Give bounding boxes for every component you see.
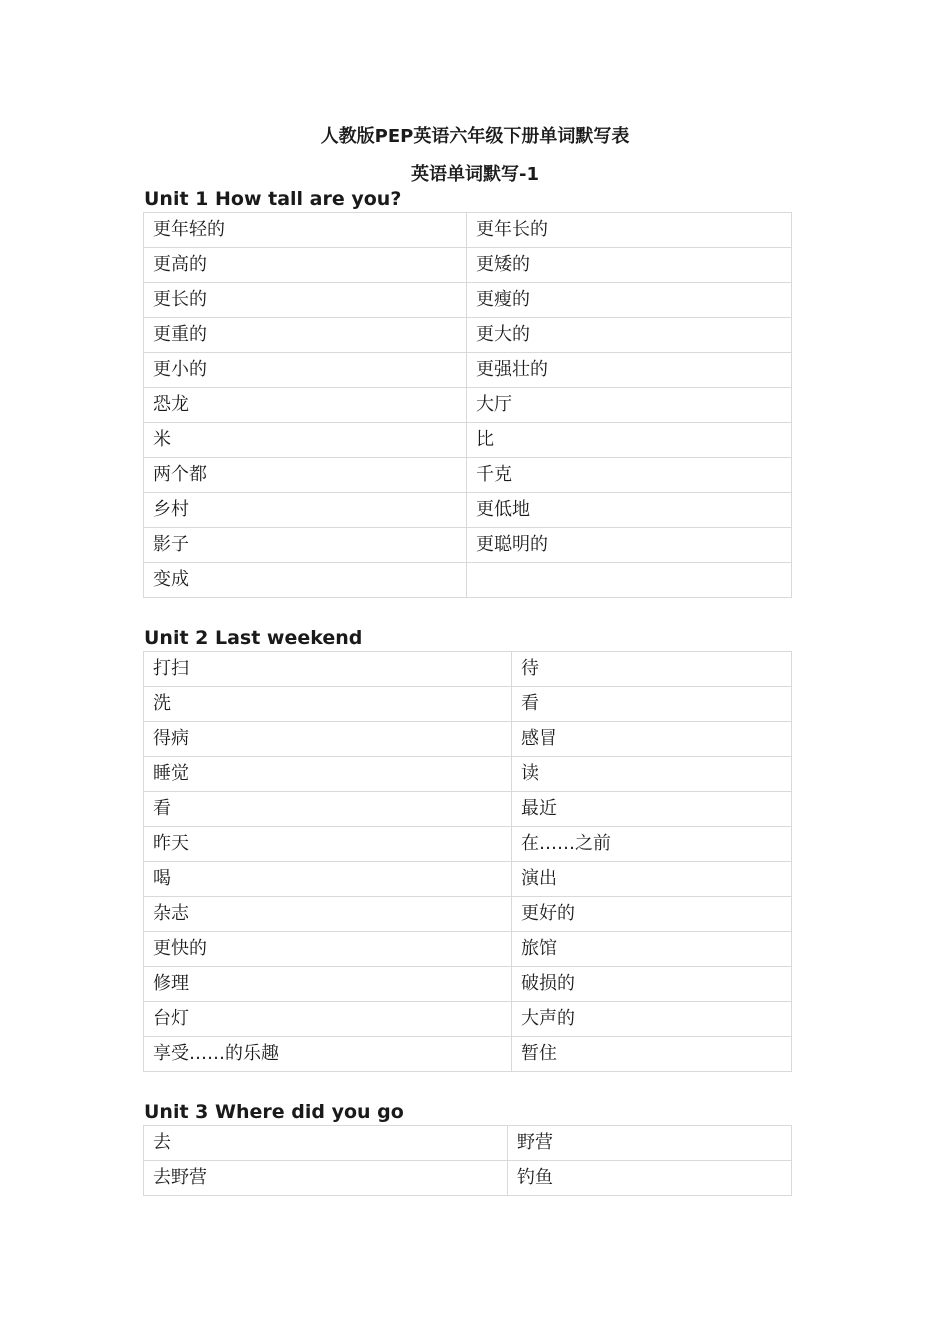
word-cell-left: 去 (144, 1126, 508, 1161)
word-cell-left: 去野营 (144, 1161, 508, 1196)
word-cell-left: 得病 (144, 722, 512, 757)
word-cell-left: 乡村 (144, 493, 467, 528)
word-cell-left: 看 (144, 792, 512, 827)
unit-1-heading: Unit 1 How tall are you? (144, 188, 402, 210)
word-cell-left: 更长的 (144, 283, 467, 318)
table-row (144, 423, 792, 458)
word-cell-left: 睡觉 (144, 757, 512, 792)
word-cell-right: 看 (512, 687, 792, 722)
word-cell-right: 更瘦的 (467, 283, 792, 318)
table-row (144, 1037, 792, 1072)
unit-2-heading: Unit 2 Last weekend (144, 627, 363, 649)
word-cell-right: 演出 (512, 862, 792, 897)
word-cell-left: 更年轻的 (144, 213, 467, 248)
word-cell-right: 更强壮的 (467, 353, 792, 388)
word-cell-left: 恐龙 (144, 388, 467, 423)
unit-3-table (143, 1125, 792, 1196)
word-cell-left: 更高的 (144, 248, 467, 283)
table-row (144, 458, 792, 493)
table-row (144, 493, 792, 528)
word-cell-left: 影子 (144, 528, 467, 563)
word-cell-right: 旅馆 (512, 932, 792, 967)
table-row (144, 528, 792, 563)
table-row (144, 1161, 792, 1196)
unit-1-table (143, 212, 792, 598)
word-cell-right: 大声的 (512, 1002, 792, 1037)
unit-2-table (143, 651, 792, 1072)
table-row (144, 827, 792, 862)
word-cell-right: 更矮的 (467, 248, 792, 283)
word-cell-right: 感冒 (512, 722, 792, 757)
document-title: 人教版PEP英语六年级下册单词默写表 (320, 126, 630, 147)
table-row (144, 687, 792, 722)
table-row (144, 283, 792, 318)
word-cell-left: 洗 (144, 687, 512, 722)
table-row (144, 792, 792, 827)
word-cell-left: 两个都 (144, 458, 467, 493)
table-row (144, 932, 792, 967)
table-row (144, 353, 792, 388)
word-cell-right: 更好的 (512, 897, 792, 932)
word-cell-right: 破损的 (512, 967, 792, 1002)
word-cell-right: 更低地 (467, 493, 792, 528)
word-cell-right: 钓鱼 (508, 1161, 792, 1196)
word-cell-left: 享受……的乐趣 (144, 1037, 512, 1072)
table-row (144, 897, 792, 932)
word-cell-left: 变成 (144, 563, 467, 598)
table-row (144, 1002, 792, 1037)
word-cell-right: 在……之前 (512, 827, 792, 862)
table-row (144, 757, 792, 792)
word-cell-right: 读 (512, 757, 792, 792)
table-row (144, 862, 792, 897)
table-row (144, 213, 792, 248)
word-cell-right: 更年长的 (467, 213, 792, 248)
word-cell-left: 更小的 (144, 353, 467, 388)
word-cell-left: 台灯 (144, 1002, 512, 1037)
table-row (144, 1126, 792, 1161)
word-cell-right (467, 563, 792, 598)
document-subtitle: 英语单词默写-1 (411, 164, 539, 185)
table-row (144, 248, 792, 283)
word-cell-right: 比 (467, 423, 792, 458)
word-cell-left: 米 (144, 423, 467, 458)
table-row (144, 388, 792, 423)
word-cell-left: 更重的 (144, 318, 467, 353)
word-cell-right: 更大的 (467, 318, 792, 353)
unit-3-heading: Unit 3 Where did you go (144, 1101, 404, 1123)
table-row (144, 563, 792, 598)
word-cell-right: 最近 (512, 792, 792, 827)
word-cell-right: 大厅 (467, 388, 792, 423)
word-cell-right: 待 (512, 652, 792, 687)
word-cell-right: 暂住 (512, 1037, 792, 1072)
word-cell-left: 昨天 (144, 827, 512, 862)
word-cell-left: 打扫 (144, 652, 512, 687)
word-cell-left: 杂志 (144, 897, 512, 932)
table-row (144, 967, 792, 1002)
word-cell-left: 更快的 (144, 932, 512, 967)
table-row (144, 722, 792, 757)
word-cell-right: 野营 (508, 1126, 792, 1161)
word-cell-left: 修理 (144, 967, 512, 1002)
table-row (144, 318, 792, 353)
table-row (144, 652, 792, 687)
word-cell-right: 千克 (467, 458, 792, 493)
word-cell-right: 更聪明的 (467, 528, 792, 563)
word-cell-left: 喝 (144, 862, 512, 897)
